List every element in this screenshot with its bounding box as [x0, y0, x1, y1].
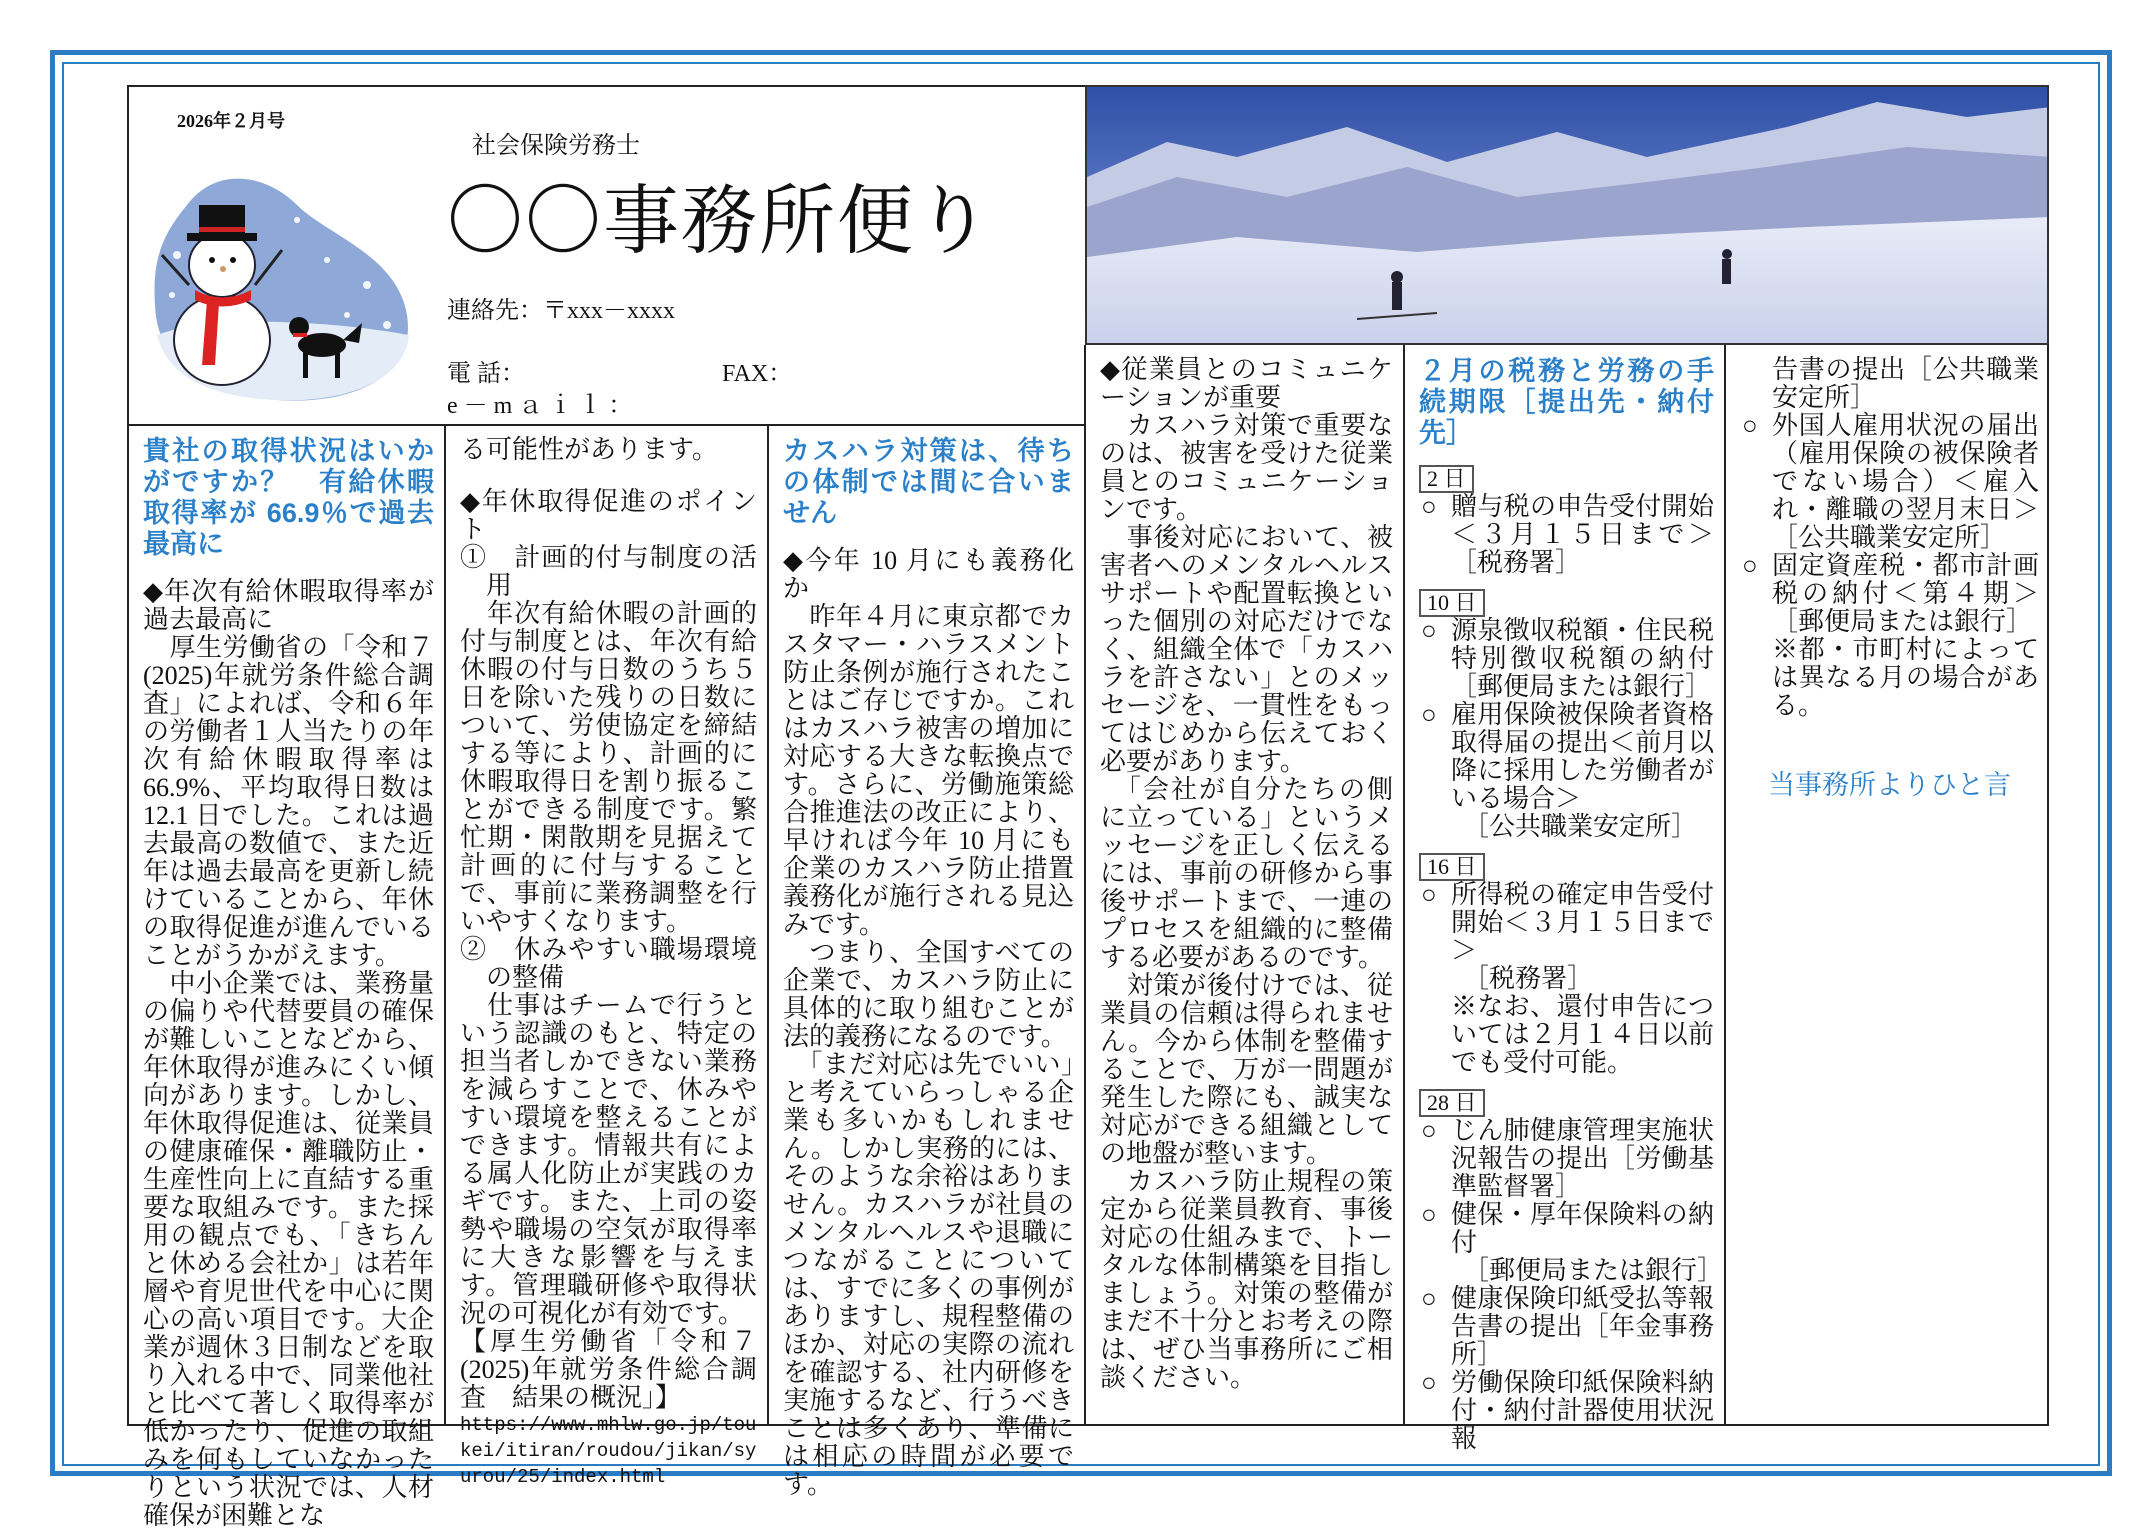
source-citation: 【厚生労働省「令和７(2025)年就労条件総合調査 結果の概況」】 — [460, 1327, 757, 1412]
circle-bullet-icon: ○ — [1742, 411, 1758, 440]
circle-bullet-icon: ○ — [1421, 700, 1437, 729]
deadline-item-text: 源泉徴収税額・住民税特別徴収税額の納付［郵便局または銀行］ — [1451, 616, 1714, 701]
paragraph: 厚生労働省の「令和７(2025)年就労条件総合調査」によれば、令和６年の労働者１人当たりの年次有給休暇取得率は 66.9%、平均取得日数は 12.1 日でした。これは過去最高の数値で、また近年は過去最高を更新し続けていることから、年休の取得促進が進んでいることがうかがえます。 — [143, 633, 434, 970]
deadline-calendar-continued — [1726, 350, 2049, 819]
deadline-item — [1419, 701, 1714, 813]
deadline-item-text: 所得税の確定申告受付開始＜３月１５日まで＞ — [1451, 880, 1714, 965]
header-divider — [127, 424, 1085, 426]
circle-bullet-icon: ○ — [1421, 492, 1437, 521]
circle-bullet-icon: ○ — [1421, 616, 1437, 645]
deadline-item-text: 固定資産税・都市計画税の納付＜第４期＞［郵便局または銀行］ — [1772, 551, 2039, 636]
section-heading: ◆年休取得促進のポイント — [460, 487, 757, 544]
day-label: 28 日 — [1419, 1089, 1485, 1117]
deadline-item-text: 外国人雇用状況の届出（雇用保険の被保険者でない場合）＜雇入れ・離職の翌月末日＞［公共職業安定所］ — [1772, 411, 2039, 552]
day-group — [1419, 577, 1714, 841]
paragraph: つまり、全国すべての企業で、カスハラ防止に具体的に取り組むことが法的義務になるのです。 — [783, 938, 1074, 1051]
point-heading: ② 休みやすい職場環境の整備 — [460, 935, 757, 992]
deadline-item — [1419, 881, 1714, 965]
deadline-item-text: じん肺健康管理実施状況報告の提出［労働基準監督署］ — [1451, 1116, 1714, 1201]
day-group — [1419, 1077, 1724, 1453]
deadline-item — [1419, 493, 1714, 577]
circle-bullet-icon: ○ — [1421, 1284, 1437, 1313]
article-customer-harassment-continued — [1086, 350, 1403, 1392]
paragraph: 仕事はチームで行うという認識のもと、特定の担当者しかできない業務を減らすことで、休みやすい環境を整えることができます。情報共有による属人化防止が実践のカギです。また、上司の姿勢や職場の空気が取得率に大きな影響を与えます。管理職研修や取得状況の可視化が有効です。 — [460, 991, 757, 1328]
deadline-item-note: ※都・市町村によっては異なる月の場合がある。 — [1772, 635, 2039, 720]
article-paid-leave — [129, 430, 444, 1530]
paragraph: カスハラ防止規程の策定から従業員教育、事後対応の仕組みまで、トータルな体制構築を目指しましょう。対策の整備がまだ不十分とお考えの際は、ぜひ当事務所にご相談ください。 — [1100, 1167, 1393, 1392]
deadline-item-continued: 告書の提出［公共職業安定所］ — [1772, 355, 2039, 412]
day-label: 16 日 — [1419, 853, 1485, 881]
paragraph: 「まだ対応は先でいい」と考えていらっしゃる企業も多いかもしれません。しかし実務的には、そのような余裕はありません。カスハラが社員のメンタルヘルスや退職につながることについては、すでに多くの事例がありますし、規程整備のほか、対応の実際の流れを確認する、社内研修を実施するなど、行うべきことは多くあり、準備には相応の時間が必要です。 — [783, 1050, 1074, 1499]
day-label: 2 日 — [1419, 465, 1474, 493]
deadline-item — [1419, 617, 1714, 701]
circle-bullet-icon: ○ — [1421, 1200, 1437, 1229]
deadline-item-text: 健保・厚年保険料の納付 — [1451, 1200, 1714, 1257]
source-url[interactable]: https://www.mhlw.go.jp/toukei/itiran/roudou/jikan/syurou/25/index.html — [460, 1414, 757, 1488]
point-heading: ① 計画的付与制度の活用 — [460, 543, 757, 600]
deadline-item — [1740, 552, 2039, 636]
contact-phone: 電 話： — [447, 361, 525, 387]
circle-bullet-icon: ○ — [1742, 551, 1758, 580]
deadline-item-note: ［公共職業安定所］ — [1463, 812, 1698, 841]
deadline-calendar — [1405, 350, 1724, 1453]
snowman-illustration — [147, 165, 417, 405]
article-heading: カスハラ対策は、待ちの体制では間に合いません — [783, 436, 1074, 528]
deadline-item — [1419, 1285, 1714, 1369]
section-heading: ◆年次有給休暇取得率が過去最高に — [143, 577, 434, 634]
deadline-item-text: 雇用保険被保険者資格取得届の提出＜前月以降に採用した労働者がいる場合＞ — [1451, 700, 1714, 813]
day-group — [1419, 453, 1714, 577]
circle-bullet-icon: ○ — [1421, 880, 1437, 909]
ski-slope-photo — [1085, 85, 2049, 345]
masthead — [127, 85, 1085, 425]
deadline-item — [1419, 1117, 1714, 1201]
deadline-item-note: ※なお、還付申告については２月１４日以前でも受付可能。 — [1451, 992, 1714, 1077]
masthead-title: 〇〇事務所便り — [447, 179, 993, 264]
paragraph: 「会社が自分たちの側に立っている」というメッセージを正しく伝えるには、事前の研修から事後サポートまで、一連のプロセスを組織的に整備する必要があるのです。 — [1100, 775, 1393, 972]
calendar-heading: ２月の税務と労務の手続期限［提出先・納付先］ — [1419, 356, 1714, 448]
deadline-item — [1419, 1201, 1714, 1257]
section-heading: ◆今年 10 月にも義務化か — [783, 546, 1074, 603]
paragraph: 年次有給休暇の計画的付与制度とは、年次有給休暇の付与日数のうち５日を除いた残りの日数について、労使協定を締結する等により、計画的に休暇取得日を割り振ることができる制度です。繁忙期・閑散期を見据えて計画的に付与することで、事前に業務調整を行いやすくなります。 — [460, 599, 757, 936]
paragraph: 中小企業では、業務量の偏りや代替要員の確保が難しいことなどから、年休取得が進みにくい傾向があります。しかし、年休取得促進は、従業員の健康確保・離職防止・生産性向上に直結する重要な取組みです。また採用の観点でも、「きちんと休める会社か」は若年層や育児世代を中心に関心の高い項目です。大企業が週休３日制などを取り入れる中で、同業他社と比べて著しく取得率が低かったり、促進の取組みを何もしていなかったりという状況では、人材確保が困難とな — [143, 969, 434, 1530]
contact-address: 連絡先：〒xxx－xxxx — [447, 298, 675, 324]
deadline-item-text: 健康保険印紙受払等報告書の提出［年金事務所］ — [1451, 1284, 1714, 1369]
deadline-item-text: 贈与税の申告受付開始＜３月１５日まで＞［税務署］ — [1451, 492, 1714, 577]
contact-fax: FAX： — [722, 361, 793, 387]
paragraph: 昨年４月に東京都でカスタマー・ハラスメント防止条例が施行されたことはご存じですか。これはカスハラ被害の増加に対応する大きな転換点です。さらに、労働施策総合推進法の改正により、早ければ今年 10 月にも企業のカスハラ防止措置義務化が施行される見込みです。 — [783, 602, 1074, 939]
section-heading: ◆従業員とのコミュニケーションが重要 — [1100, 355, 1393, 412]
day-group — [1419, 841, 1714, 1077]
paragraph: 対策が後付けでは、従業員の信頼は得られません。今から体制を整備することで、万が一問題が発生した際にも、誠実な対応ができる組織としての地盤が整います。 — [1100, 971, 1393, 1168]
article-heading: 貴社の取得状況はいかがですか？ 有給休暇取得率が 66.9％で過去最高に — [143, 436, 434, 559]
contact-email: e－mａｉｌ： — [447, 393, 639, 419]
deadline-item-note: ［税務署］ — [1463, 964, 1594, 993]
paragraph: る可能性があります。 — [460, 435, 718, 464]
deadline-item — [1740, 412, 2039, 552]
circle-bullet-icon: ○ — [1421, 1368, 1437, 1397]
circle-bullet-icon: ○ — [1421, 1116, 1437, 1145]
day-label: 10 日 — [1419, 589, 1485, 617]
deadline-item-note: ［郵便局または銀行］ — [1463, 1256, 1724, 1285]
office-message-heading: 当事務所よりひと言 — [1768, 770, 2011, 800]
paragraph: 事後対応において、被害者へのメンタルヘルスサポートや配置転換といった個別の対応だけでなく、組織全体で「カスハラを許さない」とのメッセージを、一貫性をもってはじめから伝えておく必要があります。 — [1100, 523, 1393, 776]
deadline-item — [1419, 1369, 1714, 1453]
masthead-subtitle: 社会保険労務士 — [472, 132, 640, 159]
paragraph: カスハラ対策で重要なのは、被害を受けた従業員とのコミュニケーションです。 — [1100, 411, 1393, 524]
article-paid-leave-continued — [446, 430, 767, 1490]
article-customer-harassment — [769, 430, 1084, 1499]
issue-date: 2026年２月号 — [177, 111, 285, 131]
deadline-item-text: 労働保険印紙保険料納付・納付計器使用状況報 — [1451, 1368, 1714, 1453]
